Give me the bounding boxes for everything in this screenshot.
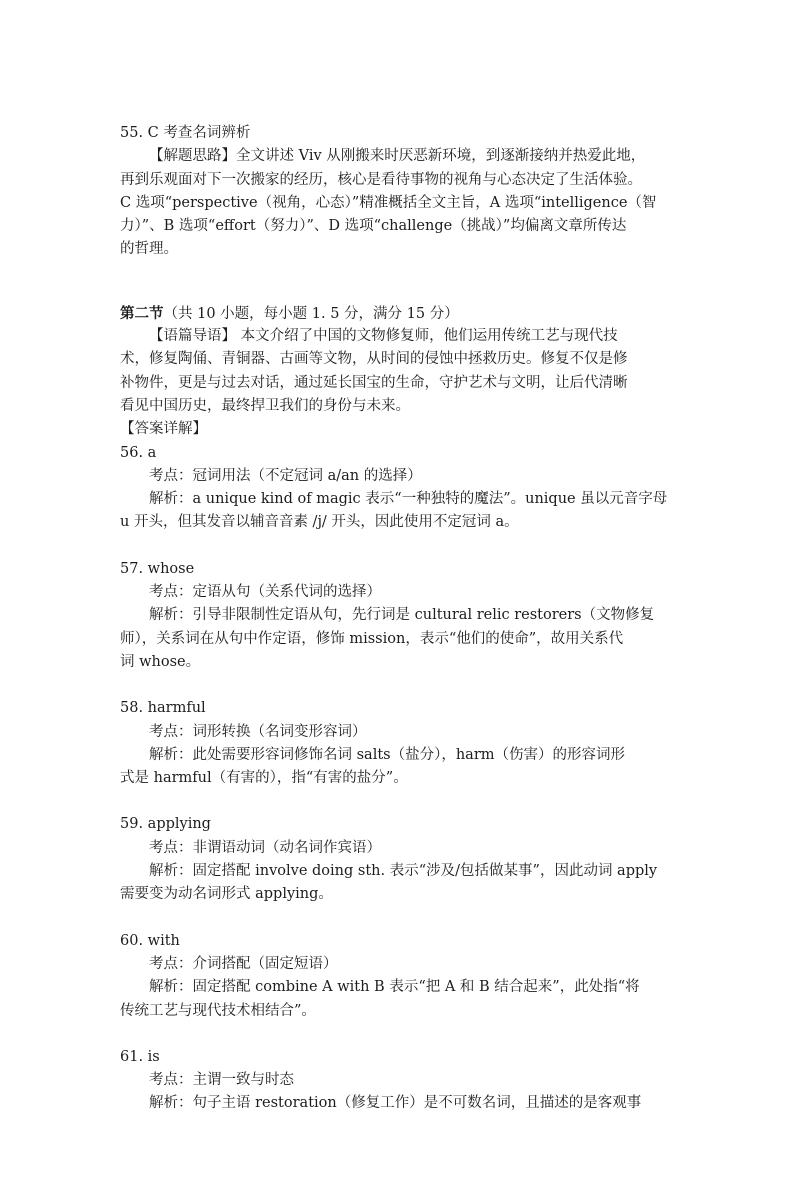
- answer-60-number: 60. with: [120, 932, 180, 949]
- answer-57-analysis-1: 解析：引导非限制性定语从句，先行词是 cultural relic restorers（文物修复: [149, 607, 655, 624]
- answer-59-analysis-2: 需要变为动名词形式 applying。: [120, 886, 333, 903]
- answer-59-analysis-1: 解析：固定搭配 involve doing sth. 表示“涉及/包括做某事”，因此动词 apply: [149, 863, 658, 880]
- answer-61-number: 61. is: [120, 1048, 160, 1065]
- answer-57-analysis-2: 师），关系词在从句中作定语，修饰 mission，表示“他们的使命”，故用关系代: [120, 630, 624, 647]
- answer-56-number: 56. a: [120, 444, 157, 461]
- answer-59-number: 59. applying: [120, 816, 211, 833]
- answer-57-analysis-3: 词 whose。: [120, 653, 201, 670]
- section2-heading-note: （共 10 小题，每小题 1. 5 分，满分 15 分）: [163, 305, 459, 322]
- q55-line-3: C 选项“perspective（视角，心态）”精准概括全文主旨，A 选项“intelligence（智: [120, 194, 657, 211]
- q55-line-4: 力）”、B 选项“effort（努力）”、D 选项“challenge（挑战）”均偏离文章所传达: [120, 218, 627, 235]
- q55-line-1: 【解题思路】全文讲述 Viv 从刚搬来时厌恶新环境，到逐渐接纳并热爱此地，: [149, 148, 646, 165]
- answer-61-point: 考点：主谓一致与时态: [149, 1072, 294, 1089]
- answer-58-point: 考点：词形转换（名词变形容词）: [149, 723, 367, 740]
- page-content: [120, 122, 695, 1116]
- q55-title: 55. C 考查名词辨析: [120, 125, 251, 141]
- answer-57-number: 57. whose: [120, 560, 195, 577]
- answer-56-analysis-1: 解析：a unique kind of magic 表示“一种独特的魔法”。unique 虽以元音字母: [149, 491, 668, 508]
- section2-heading-row: [120, 302, 695, 325]
- section2-intro-line-4: 看见中国历史，最终捍卫我们的身份与未来。: [120, 397, 410, 414]
- answer-60-analysis-1: 解析：固定搭配 combine A with B 表示“把 A 和 B 结合起来”，此处指“将: [149, 979, 640, 996]
- q55-line-5: 的哲理。: [120, 241, 178, 258]
- spacer: [120, 535, 695, 558]
- section2-heading: 第二节: [120, 304, 164, 322]
- answer-56-analysis-2: u 开头，但其发音以辅音音素 /j/ 开头，因此使用不定冠词 a。: [120, 514, 519, 531]
- spacer: [120, 907, 695, 930]
- section2-intro-line-3: 补物件，更是与过去对话，通过延长国宝的生命，守护艺术与文明，让后代清晰: [120, 374, 628, 391]
- answer-58-analysis-2: 式是 harmful（有害的），指“有害的盐分”。: [120, 770, 408, 787]
- spacer: [120, 262, 695, 302]
- answer-details-label: 【答案详解】: [120, 421, 207, 438]
- answer-57-point: 考点：定语从句（关系代词的选择）: [149, 584, 381, 601]
- answer-59-point: 考点：非谓语动词（动名词作宾语）: [149, 839, 381, 856]
- answer-60-analysis-2: 传统工艺与现代技术相结合”。: [120, 1002, 316, 1019]
- spacer: [120, 674, 695, 697]
- section2-intro-line-2: 术，修复陶俑、青铜器、古画等文物，从时间的侵蚀中拯救历史。修复不仅是修: [120, 351, 628, 368]
- q55-line-2: 再到乐观面对下一次搬家的经历，核心是看待事物的视角与心态决定了生活体验。: [120, 171, 642, 188]
- answer-58-number: 58. harmful: [120, 700, 206, 717]
- answer-60-point: 考点：介词搭配（固定短语）: [149, 955, 338, 972]
- answer-58-analysis-1: 解析：此处需要形容词修饰名词 salts（盐分），harm（伤害）的形容词形: [149, 746, 626, 763]
- spacer: [120, 1023, 695, 1046]
- answer-56-point: 考点：冠词用法（不定冠词 a/an 的选择）: [149, 467, 422, 484]
- spacer: [120, 790, 695, 813]
- section2-intro-line-1: 【语篇导语】 本文介绍了中国的文物修复师，他们运用传统工艺与现代技: [149, 328, 618, 345]
- answer-61-analysis-1: 解析：句子主语 restoration（修复工作）是不可数名词，且描述的是客观事: [149, 1095, 642, 1112]
